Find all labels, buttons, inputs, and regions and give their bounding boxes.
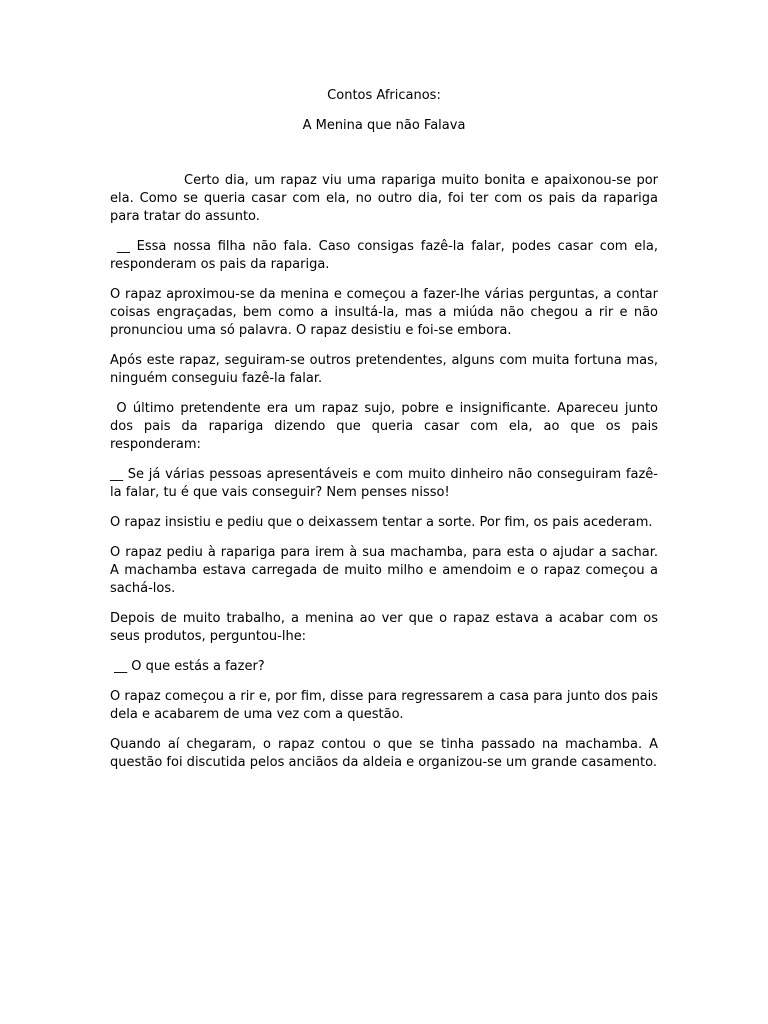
paragraph: O rapaz aproximou-se da menina e começou a fazer-lhe várias perguntas, a contar coisas engraçadas, bem como a insultá-la, mas a miúda não chegou a rir e não pronunciou uma só palavra. O rapaz desistiu e foi-se embora. [110,287,663,338]
paragraph: __ O que estás a fazer? [110,659,265,674]
story-body [110,172,663,784]
paragraph: Quando aí chegaram, o rapaz contou o que se tinha passado na machamba. A questão foi discutida pelos anciãos da aldeia e organizou-se um grande casamento. [110,737,663,770]
paragraph: O rapaz começou a rir e, por fim, disse para regressarem a casa para junto dos pais dela e acabarem de uma vez com a questão. [110,689,663,722]
paragraph: __ Essa nossa filha não fala. Caso consigas fazê-la falar, podes casar com ela, responderam os pais da rapariga. [110,239,663,272]
story-title: A Menina que não Falava [302,118,466,133]
paragraph: Certo dia, um rapaz viu uma rapariga muito bonita e apaixonou-se por ela. Como se queria casar com ela, no outro dia, foi ter com os pais da rapariga para tratar do assunto. [110,173,663,224]
paragraph: O rapaz pediu à rapariga para irem à sua machamba, para esta o ajudar a sachar. A machamba estava carregada de muito milho e amendoim e o rapaz começou a sachá-los. [110,545,663,596]
document-title: Contos Africanos: [327,88,441,103]
paragraph: O rapaz insistiu e pediu que o deixassem tentar a sorte. Por fim, os pais acederam. [110,515,653,530]
paragraph: Após este rapaz, seguiram-se outros pretendentes, alguns com muita fortuna mas, ninguém conseguiu fazê-la falar. [110,353,663,386]
paragraph: __ Se já várias pessoas apresentáveis e com muito dinheiro não conseguiram fazê-la falar, tu é que vais conseguir? Nem penses nisso! [110,467,658,500]
paragraph: O último pretendente era um rapaz sujo, pobre e insignificante. Apareceu junto dos pais da rapariga dizendo que queria casar com ela, ao que os pais responderam: [110,401,663,452]
paragraph: Depois de muito trabalho, a menina ao ver que o rapaz estava a acabar com os seus produtos, perguntou-lhe: [110,611,663,644]
